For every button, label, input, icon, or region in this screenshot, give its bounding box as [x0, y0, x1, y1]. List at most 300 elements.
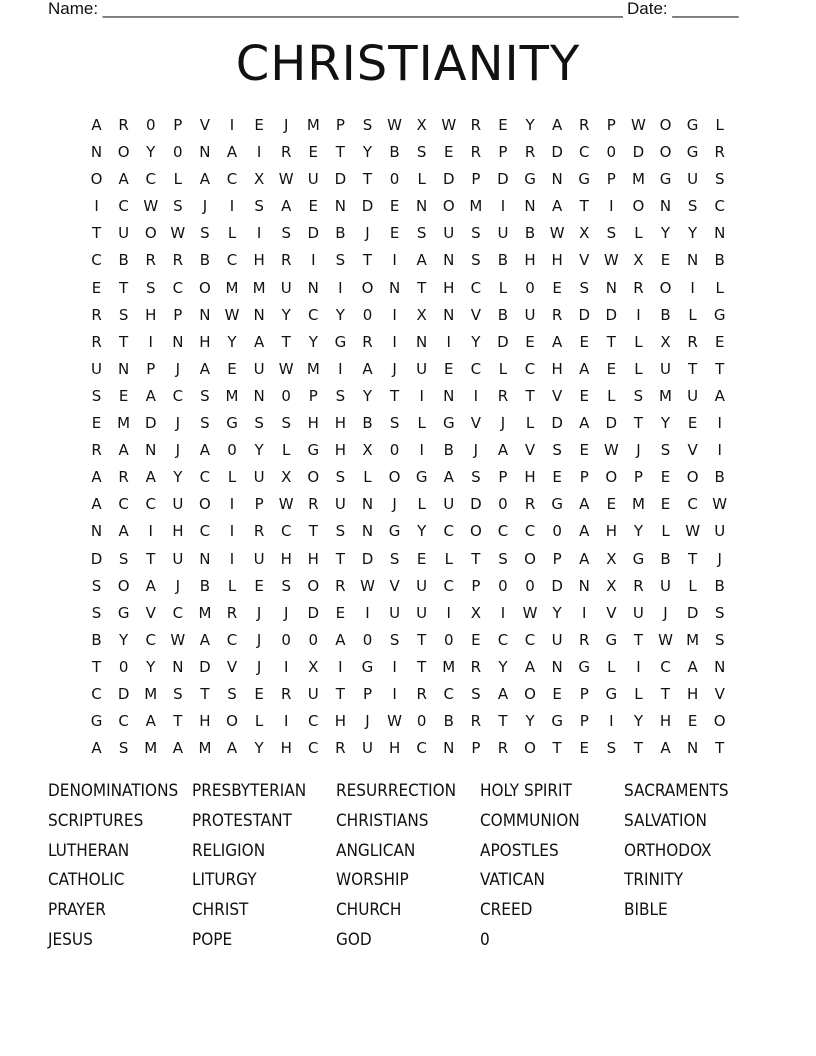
grid-letter: E — [91, 414, 102, 433]
word-bank-item: PRESBYTERIAN — [192, 781, 307, 801]
grid-letter: B — [443, 441, 454, 460]
grid-letter: Y — [173, 468, 183, 487]
grid-letter: L — [715, 116, 724, 134]
grid-letter: C — [226, 630, 238, 649]
grid-letter: S — [389, 630, 400, 649]
grid-letter: A — [91, 495, 102, 514]
grid-letter: I — [717, 441, 722, 460]
grid-letter: A — [335, 630, 346, 649]
grid-letter: I — [717, 414, 722, 433]
grid-row — [83, 518, 743, 545]
word-bank-item: BIBLE — [624, 900, 668, 921]
grid-letter: A — [145, 386, 156, 405]
grid-row — [83, 735, 743, 762]
grid-letter: E — [687, 712, 698, 731]
grid-letter: O — [307, 576, 320, 595]
grid-letter: P — [606, 170, 616, 189]
grid-row — [83, 329, 743, 356]
grid-letter: R — [633, 278, 644, 297]
grid-letter: I — [636, 305, 641, 324]
grid-letter: U — [253, 468, 265, 487]
grid-letter: J — [663, 603, 668, 622]
grid-letter: C — [308, 712, 319, 731]
grid-letter: N — [172, 332, 184, 351]
grid-letter: H — [334, 441, 347, 460]
grid-letter: J — [392, 359, 397, 378]
grid-letter: G — [307, 441, 320, 460]
grid-letter: C — [497, 630, 509, 649]
grid-letter: T — [362, 170, 373, 189]
grid-row — [83, 302, 743, 329]
grid-letter: G — [713, 305, 726, 324]
grid-letter: E — [444, 143, 454, 162]
grid-letter: C — [497, 522, 509, 541]
grid-letter: M — [306, 359, 320, 378]
grid-letter: I — [256, 143, 262, 162]
grid-letter: G — [415, 468, 428, 487]
grid-letter: X — [470, 603, 481, 622]
grid-letter: N — [416, 197, 428, 216]
grid-letter: I — [419, 386, 424, 405]
grid-letter: C — [524, 630, 536, 649]
grid-letter: P — [579, 684, 589, 703]
grid-letter: A — [552, 197, 563, 216]
grid-letter: H — [307, 414, 319, 433]
grid-letter: N — [253, 386, 265, 405]
grid-letter: W — [387, 116, 402, 134]
grid-letter: A — [552, 116, 563, 134]
grid-letter: C — [118, 197, 129, 216]
grid-letter: T — [146, 549, 156, 568]
grid-letter: P — [579, 468, 589, 487]
grid-letter: I — [636, 657, 641, 676]
grid-letter: N — [90, 522, 103, 541]
grid-letter: S — [714, 603, 725, 622]
grid-letter: M — [198, 739, 212, 758]
grid-row — [83, 491, 743, 518]
grid-letter: N — [145, 441, 157, 460]
grid-letter: L — [634, 224, 643, 243]
grid-letter: L — [715, 278, 724, 297]
grid-letter: D — [497, 332, 509, 351]
word-bank-item: COMMUNION — [480, 810, 580, 831]
grid-letter: Y — [335, 305, 345, 324]
grid-letter: J — [175, 359, 181, 378]
grid-letter: I — [690, 278, 695, 297]
grid-row — [83, 220, 743, 247]
word-bank-item: SACRAMENTS — [624, 781, 729, 801]
grid-letter: R — [335, 576, 346, 595]
grid-letter: T — [119, 278, 129, 297]
grid-letter: W — [278, 359, 294, 378]
grid-letter: R — [253, 522, 265, 541]
grid-letter: E — [714, 332, 725, 351]
grid-letter: 0 — [606, 143, 617, 162]
grid-letter: V — [199, 116, 211, 134]
grid-letter: L — [444, 549, 453, 568]
grid-letter: D — [497, 170, 509, 189]
grid-letter: D — [117, 684, 130, 703]
grid-letter: B — [497, 305, 509, 324]
grid-letter: W — [658, 630, 673, 649]
grid-letter: I — [392, 657, 397, 676]
grid-letter: H — [145, 305, 157, 324]
grid-letter: G — [578, 657, 591, 676]
grid-letter: L — [688, 305, 697, 324]
grid-letter: R — [118, 116, 129, 134]
grid-letter: I — [446, 603, 451, 622]
word-bank-item: CATHOLIC — [48, 870, 125, 891]
grid-letter: U — [714, 522, 726, 541]
grid-letter: N — [443, 305, 455, 324]
grid-letter: N — [416, 332, 428, 351]
grid-letter: G — [605, 684, 618, 703]
grid-letter: P — [498, 143, 508, 162]
grid-letter: E — [254, 576, 264, 595]
grid-letter: 0 — [443, 630, 454, 649]
grid-letter: P — [173, 305, 183, 324]
grid-letter: Y — [362, 143, 373, 162]
word-bank-item: POPE — [192, 929, 233, 950]
grid-letter: A — [579, 359, 590, 378]
grid-letter: Y — [254, 739, 264, 758]
grid-letter: R — [524, 143, 536, 162]
grid-letter: A — [281, 197, 292, 216]
grid-letter: R — [579, 630, 590, 649]
grid-letter: C — [118, 712, 129, 731]
word-bank-item: DENOMINATIONS — [48, 781, 179, 801]
grid-letter: L — [525, 414, 535, 433]
grid-letter: P — [606, 116, 616, 134]
grid-letter: S — [281, 414, 291, 433]
grid-letter: A — [199, 359, 211, 378]
grid-letter: H — [253, 251, 265, 270]
grid-letter: U — [280, 278, 292, 297]
grid-letter: O — [469, 522, 482, 541]
grid-letter: I — [311, 251, 316, 270]
grid-letter: X — [308, 657, 319, 676]
grid-letter: S — [606, 224, 617, 243]
grid-letter: C — [578, 143, 590, 162]
grid-letter: L — [688, 576, 697, 595]
grid-letter: 0 — [145, 116, 156, 134]
grid-letter: D — [578, 305, 591, 324]
grid-row — [83, 275, 743, 302]
grid-letter: H — [524, 251, 536, 270]
grid-letter: C — [199, 522, 211, 541]
grid-letter: R — [362, 332, 373, 351]
grid-letter: H — [443, 278, 455, 297]
grid-letter: S — [471, 468, 481, 487]
grid-letter: B — [714, 576, 725, 595]
grid-letter: S — [471, 224, 481, 243]
grid-letter: S — [335, 522, 346, 541]
grid-letter: A — [579, 522, 590, 541]
grid-letter: J — [283, 116, 289, 134]
grid-letter: U — [118, 224, 130, 243]
grid-letter: Y — [308, 332, 318, 351]
grid-letter: E — [471, 630, 481, 649]
grid-letter: H — [524, 468, 536, 487]
grid-letter: Y — [552, 603, 562, 622]
grid-letter: R — [687, 332, 698, 351]
grid-letter: R — [280, 143, 292, 162]
grid-letter: C — [145, 630, 156, 649]
grid-letter: H — [551, 359, 563, 378]
grid-letter: R — [145, 251, 156, 270]
grid-letter: A — [91, 116, 102, 134]
grid-letter: 0 — [525, 278, 535, 297]
grid-letter: I — [609, 197, 614, 216]
word-bank-item: SCRIPTURES — [48, 810, 144, 831]
grid-letter: H — [334, 414, 347, 433]
grid-letter: W — [360, 576, 375, 595]
grid-letter: U — [253, 359, 265, 378]
grid-letter: S — [91, 576, 102, 595]
grid-letter: R — [714, 143, 725, 162]
word-bank-item: HOLY SPIRIT — [480, 781, 572, 801]
grid-row — [83, 573, 743, 600]
grid-letter: D — [361, 549, 374, 568]
grid-letter: J — [365, 224, 370, 243]
grid-letter: X — [416, 116, 427, 134]
grid-letter: A — [443, 468, 454, 487]
grid-letter: G — [551, 495, 563, 514]
grid-letter: P — [471, 576, 481, 595]
grid-letter: I — [338, 657, 343, 676]
grid-letter: M — [659, 386, 672, 405]
grid-row — [83, 247, 743, 274]
grid-letter: X — [362, 441, 373, 460]
grid-letter: D — [551, 576, 563, 595]
grid-letter: A — [362, 359, 373, 378]
grid-letter: E — [118, 386, 129, 405]
grid-letter: A — [226, 143, 238, 162]
grid-letter: O — [524, 739, 536, 758]
grid-letter: U — [91, 359, 103, 378]
grid-letter: P — [498, 468, 508, 487]
grid-letter: I — [419, 441, 424, 460]
grid-letter: B — [443, 712, 454, 731]
grid-letter: C — [91, 684, 102, 703]
grid-letter: I — [338, 359, 343, 378]
grid-letter: L — [254, 712, 264, 731]
grid-letter: N — [199, 305, 211, 324]
grid-letter: T — [606, 332, 616, 351]
grid-letter: I — [365, 603, 370, 622]
grid-letter: T — [91, 224, 102, 243]
grid-letter: S — [335, 251, 346, 270]
grid-letter: N — [443, 386, 455, 405]
word-search-grid — [83, 112, 743, 762]
grid-letter: S — [145, 278, 156, 297]
grid-letter: O — [632, 197, 645, 216]
grid-letter: M — [469, 197, 483, 216]
grid-letter: M — [686, 630, 700, 649]
grid-letter: S — [254, 414, 264, 433]
grid-letter: L — [363, 468, 372, 487]
grid-letter: B — [389, 143, 400, 162]
grid-letter: P — [335, 116, 345, 134]
grid-letter: B — [660, 549, 671, 568]
grid-letter: U — [334, 495, 346, 514]
word-bank-item: RESURRECTION — [336, 781, 457, 801]
grid-letter: H — [659, 712, 672, 731]
grid-letter: V — [226, 657, 238, 676]
grid-letter: T — [389, 386, 400, 405]
grid-letter: T — [633, 630, 643, 649]
grid-letter: U — [416, 359, 428, 378]
grid-letter: Y — [633, 522, 643, 541]
grid-letter: S — [579, 278, 589, 297]
grid-letter: C — [199, 468, 211, 487]
grid-letter: L — [227, 468, 237, 487]
grid-letter: D — [605, 305, 618, 324]
grid-letter: V — [714, 684, 725, 703]
grid-letter: W — [170, 224, 186, 243]
grid-letter: L — [634, 359, 643, 378]
grid-letter: N — [686, 739, 699, 758]
grid-row — [83, 681, 743, 708]
grid-letter: 0 — [498, 576, 508, 595]
grid-letter: N — [172, 657, 184, 676]
grid-letter: E — [444, 359, 454, 378]
grid-letter: J — [202, 197, 208, 216]
grid-letter: V — [389, 576, 400, 595]
grid-letter: S — [118, 305, 129, 324]
grid-letter: S — [633, 386, 644, 405]
grid-letter: Y — [633, 712, 643, 731]
grid-letter: R — [579, 116, 590, 134]
grid-row — [83, 627, 743, 654]
grid-row — [83, 708, 743, 735]
grid-letter: W — [143, 197, 159, 216]
grid-letter: C — [443, 684, 454, 703]
grid-letter: R — [118, 468, 129, 487]
grid-letter: I — [582, 603, 587, 622]
grid-letter: S — [118, 549, 129, 568]
grid-letter: E — [660, 251, 671, 270]
grid-letter: U — [443, 224, 455, 243]
grid-letter: G — [90, 712, 103, 731]
grid-row — [83, 193, 743, 220]
grid-letter: C — [416, 739, 427, 758]
grid-letter: N — [361, 495, 374, 514]
grid-letter: J — [392, 495, 397, 514]
grid-letter: S — [281, 224, 291, 243]
grid-letter: I — [256, 224, 262, 243]
grid-letter: S — [471, 251, 481, 270]
grid-letter: R — [91, 441, 102, 460]
grid-letter: N — [361, 522, 374, 541]
grid-letter: A — [91, 468, 102, 487]
grid-letter: P — [173, 116, 183, 134]
grid-letter: S — [416, 224, 427, 243]
grid-letter: T — [579, 197, 589, 216]
grid-letter: A — [118, 441, 129, 460]
grid-letter: B — [199, 251, 211, 270]
grid-letter: A — [172, 739, 183, 758]
grid-letter: V — [606, 603, 617, 622]
grid-letter: J — [500, 414, 506, 433]
grid-letter: C — [660, 657, 671, 676]
grid-letter: W — [387, 712, 402, 731]
grid-letter: 0 — [227, 441, 237, 460]
grid-letter: U — [307, 170, 319, 189]
grid-letter: 0 — [362, 305, 373, 324]
grid-letter: Y — [525, 116, 535, 134]
grid-letter: M — [144, 684, 158, 703]
word-bank-item: PROTESTANT — [192, 810, 292, 831]
grid-letter: E — [389, 197, 400, 216]
grid-letter: M — [198, 603, 212, 622]
grid-letter: 0 — [389, 441, 400, 460]
grid-letter: H — [334, 712, 347, 731]
grid-letter: A — [226, 739, 238, 758]
grid-letter: O — [605, 468, 618, 487]
grid-letter: E — [416, 549, 427, 568]
grid-letter: X — [660, 332, 671, 351]
grid-letter: G — [388, 522, 401, 541]
grid-letter: 0 — [552, 522, 562, 541]
grid-letter: B — [714, 468, 725, 487]
grid-letter: N — [605, 278, 617, 297]
grid-letter: T — [633, 414, 643, 433]
grid-letter: W — [712, 495, 728, 514]
grid-letter: I — [283, 657, 289, 676]
grid-letter: G — [686, 116, 699, 134]
grid-letter: 0 — [118, 657, 129, 676]
grid-letter: V — [470, 414, 481, 433]
grid-letter: H — [686, 684, 699, 703]
grid-letter: T — [552, 739, 562, 758]
grid-letter: C — [308, 305, 319, 324]
grid-letter: U — [551, 630, 563, 649]
grid-letter: W — [522, 603, 538, 622]
grid-letter: A — [199, 630, 211, 649]
grid-letter: L — [634, 684, 643, 703]
grid-letter: O — [199, 495, 211, 514]
grid-letter: A — [145, 468, 156, 487]
grid-letter: H — [605, 522, 617, 541]
grid-letter: A — [524, 657, 536, 676]
grid-letter: G — [605, 630, 618, 649]
grid-letter: Y — [688, 224, 698, 243]
grid-letter: E — [606, 495, 617, 514]
grid-letter: P — [471, 739, 481, 758]
grid-letter: O — [686, 468, 699, 487]
grid-letter: Y — [119, 630, 129, 649]
grid-letter: P — [552, 549, 562, 568]
grid-letter: O — [90, 170, 103, 189]
grid-letter: O — [388, 468, 401, 487]
grid-letter: X — [606, 576, 617, 595]
grid-letter: T — [362, 251, 373, 270]
grid-letter: A — [579, 495, 590, 514]
word-bank-item: SALVATION — [624, 810, 707, 831]
grid-letter: P — [579, 712, 589, 731]
grid-letter: U — [253, 549, 265, 568]
grid-letter: Y — [660, 414, 671, 433]
grid-letter: R — [470, 116, 482, 134]
grid-letter: D — [442, 170, 455, 189]
grid-letter: E — [227, 359, 237, 378]
grid-letter: H — [199, 712, 211, 731]
grid-letter: T — [417, 657, 427, 676]
grid-letter: D — [551, 143, 563, 162]
grid-letter: P — [362, 684, 372, 703]
grid-letter: Y — [498, 657, 508, 676]
